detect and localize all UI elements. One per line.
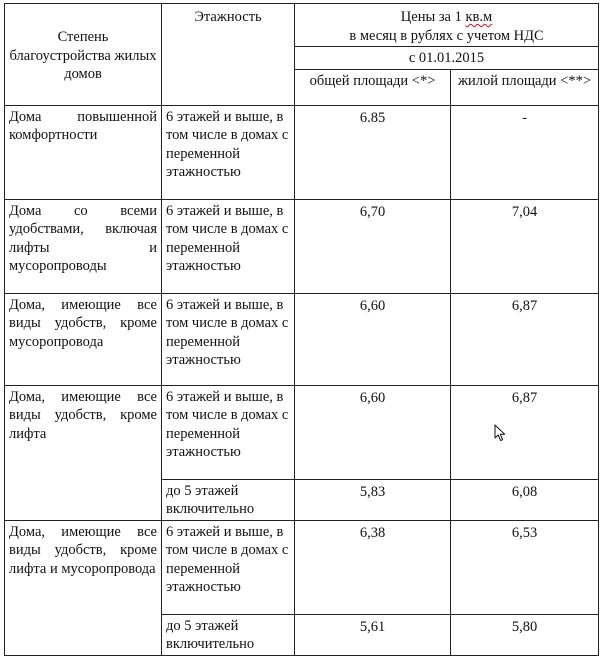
total-area-price: 5,83 bbox=[295, 479, 451, 520]
table-row bbox=[5, 199, 599, 293]
header-prices-line1: Цены за 1 кв.м bbox=[400, 9, 493, 25]
floors-cell: до 5 этажей включительно bbox=[162, 479, 295, 520]
housing-type-cell: Дома, имеющие все виды удобств, кроме лифта bbox=[5, 385, 162, 520]
header-row bbox=[5, 4, 599, 47]
total-area-price: 5,61 bbox=[295, 614, 451, 655]
table-row bbox=[5, 293, 599, 385]
header-housing-type: Степень благоустройства жилых домов bbox=[5, 4, 162, 106]
living-area-price: 7,04 bbox=[451, 199, 599, 293]
mouse-pointer-icon bbox=[494, 424, 506, 442]
header-prices-line2: в месяц в рублях с учетом НДС bbox=[349, 27, 544, 44]
living-area-price: 6,53 bbox=[451, 520, 599, 614]
floors-cell: 6 этажей и выше, в том числе в домах с переменной этажностью bbox=[162, 105, 295, 199]
floors-cell: 6 этажей и выше, в том числе в домах с переменной этажностью bbox=[162, 520, 295, 614]
living-area-price: 6,08 bbox=[451, 479, 599, 520]
living-area-price: 6,87 bbox=[451, 385, 599, 479]
table-row bbox=[5, 105, 599, 199]
header-living-area: жилой площади <**> bbox=[451, 69, 599, 105]
table-row bbox=[5, 385, 599, 479]
housing-type-cell: Дома повышенной комфортности bbox=[5, 105, 162, 199]
total-area-price: 6,60 bbox=[295, 385, 451, 479]
floors-cell: 6 этажей и выше, в том числе в домах с переменной этажностью bbox=[162, 199, 295, 293]
housing-type-cell: Дома, имеющие все виды удобств, кроме мусоропровода bbox=[5, 293, 162, 385]
floors-cell: 6 этажей и выше, в том числе в домах с переменной этажностью bbox=[162, 293, 295, 385]
living-area-price: 6,87 bbox=[451, 293, 599, 385]
header-total-area: общей площади <*> bbox=[295, 69, 451, 105]
total-area-price: 6,38 bbox=[295, 520, 451, 614]
price-table bbox=[4, 3, 599, 656]
housing-type-cell: Дома, имеющие все виды удобств, кроме лифта и мусоропровода bbox=[5, 520, 162, 655]
total-area-price: 6,70 bbox=[295, 199, 451, 293]
floors-cell: 6 этажей и выше, в том числе в домах с переменной этажностью bbox=[162, 385, 295, 479]
header-date: с 01.01.2015 bbox=[295, 47, 599, 70]
total-area-price: 6.85 bbox=[295, 105, 451, 199]
housing-type-cell: Дома со всеми удобствами, включая лифты и мусоропроводы bbox=[5, 199, 162, 293]
table-row bbox=[5, 520, 599, 614]
header-prices bbox=[295, 4, 599, 47]
total-area-price: 6,60 bbox=[295, 293, 451, 385]
living-area-price: - bbox=[451, 105, 599, 199]
header-floors: Этажность bbox=[162, 4, 295, 106]
living-area-price: 5,80 bbox=[451, 614, 599, 655]
floors-cell: до 5 этажей включительно bbox=[162, 614, 295, 655]
